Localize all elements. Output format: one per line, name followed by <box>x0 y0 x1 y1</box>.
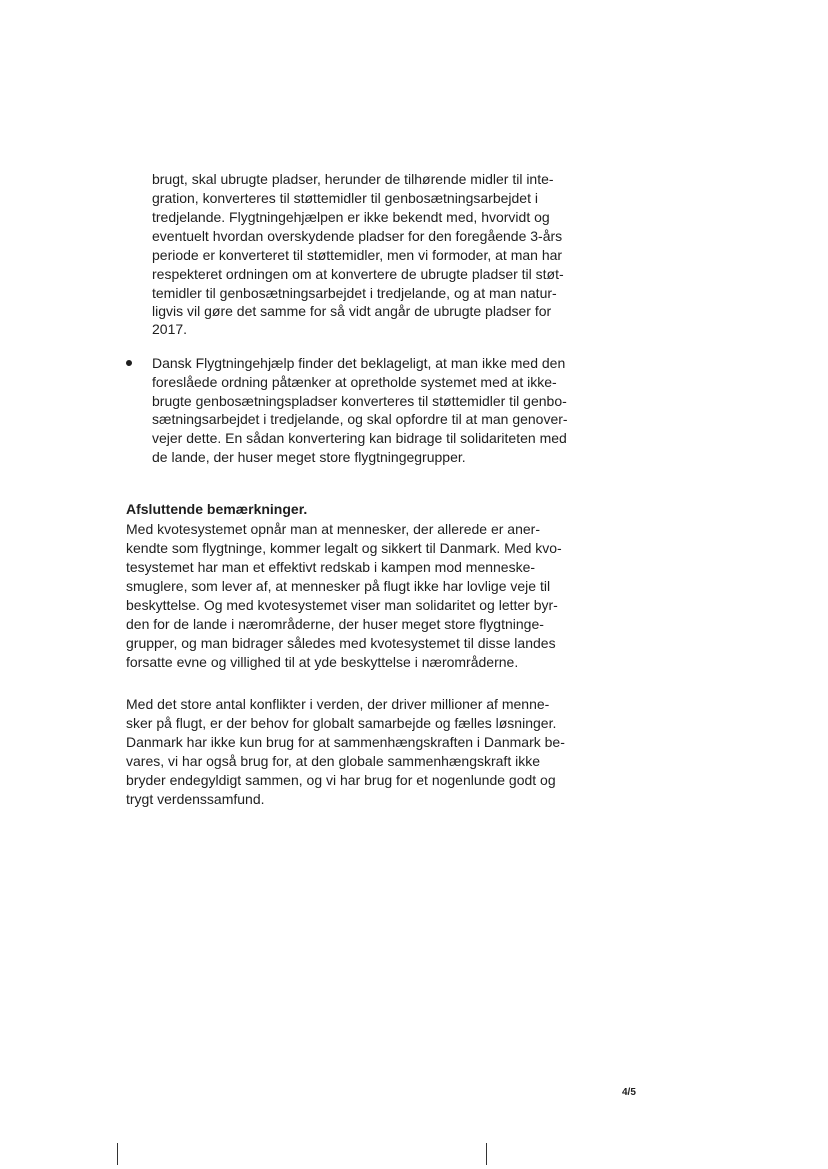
text-line: Med det store antal konflikter i verden, der driver millioner af menne- <box>126 696 550 712</box>
text-line: brugte genbosætningspladser konverteres til støttemidler til genbo- <box>152 393 567 409</box>
text-line: den for de lande i nærområderne, der huser meget store flygtninge- <box>126 616 544 632</box>
text-line: Danmark har ikke kun brug for at sammenhængskraften i Danmark be- <box>126 734 565 750</box>
text-line: eventuelt hvordan overskydende pladser for den foregående 3-års <box>152 228 563 244</box>
text-line: temidler til genbosætningsarbejdet i tredjelande, og at man natur- <box>152 285 557 301</box>
text-line: beskyttelse. Og med kvotesystemet viser man solidaritet og letter byr- <box>126 597 558 613</box>
text-line: periode er konverteret til støttemidler, men vi formoder, at man har <box>152 247 563 263</box>
text-line: forsatte evne og villighed til at yde beskyttelse i nærområderne. <box>126 654 519 670</box>
text-line: foreslåede ordning påtænker at opretholde systemet med at ikke- <box>152 374 557 390</box>
text-line: brugt, skal ubrugte pladser, herunder de tilhørende midler til inte- <box>152 171 554 187</box>
scan-margin-mark <box>117 1143 118 1165</box>
text-line: sker på flugt, er der behov for globalt samarbejde og fælles løsninger. <box>126 715 557 731</box>
page-number: 4/5 <box>622 1087 636 1098</box>
text-line: grupper, og man bidrager således med kvotesystemet til disse landes <box>126 635 556 651</box>
section-heading: Afsluttende bemærkninger. <box>126 501 308 517</box>
text-line: smuglere, som lever af, at mennesker på flugt ikke har lovlige veje til <box>126 578 551 594</box>
text-line: de lande, der huser meget store flygtningegrupper. <box>152 449 466 465</box>
bullet-marker <box>126 360 132 366</box>
text-line: sætningsarbejdet i tredjelande, og skal opfordre til at man genover- <box>152 411 568 427</box>
text-line: respekteret ordningen om at konvertere de ubrugte pladser til støt- <box>152 266 564 282</box>
text-line: ligvis vil gøre det samme for så vidt angår de ubrugte pladser for <box>152 303 552 319</box>
text-line: bryder endegyldigt sammen, og vi har brug for et nogenlunde godt og <box>126 772 556 788</box>
text-line: tredjelande. Flygtningehjælpen er ikke bekendt med, hvorvidt og <box>152 209 550 225</box>
text-line: trygt verdenssamfund. <box>126 791 265 807</box>
text-line: 2017. <box>152 321 188 337</box>
text-line: vares, vi har også brug for, at den globale sammenhængskraft ikke <box>126 753 540 769</box>
text-line: vejer dette. En sådan konvertering kan bidrage til solidariteten med <box>152 430 567 446</box>
text-line: kendte som flygtninge, kommer legalt og sikkert til Danmark. Med kvo- <box>126 540 562 556</box>
text-line: Med kvotesystemet opnår man at mennesker, der allerede er aner- <box>126 521 540 537</box>
scan-margin-mark <box>486 1143 487 1165</box>
text-line: tesystemet har man et effektivt redskab i kampen mod menneske- <box>126 559 536 575</box>
text-line: gration, konverteres til støttemidler til genbosætningsarbejdet i <box>152 190 538 206</box>
text-line: Dansk Flygtningehjælp finder det beklageligt, at man ikke med den <box>152 355 566 371</box>
